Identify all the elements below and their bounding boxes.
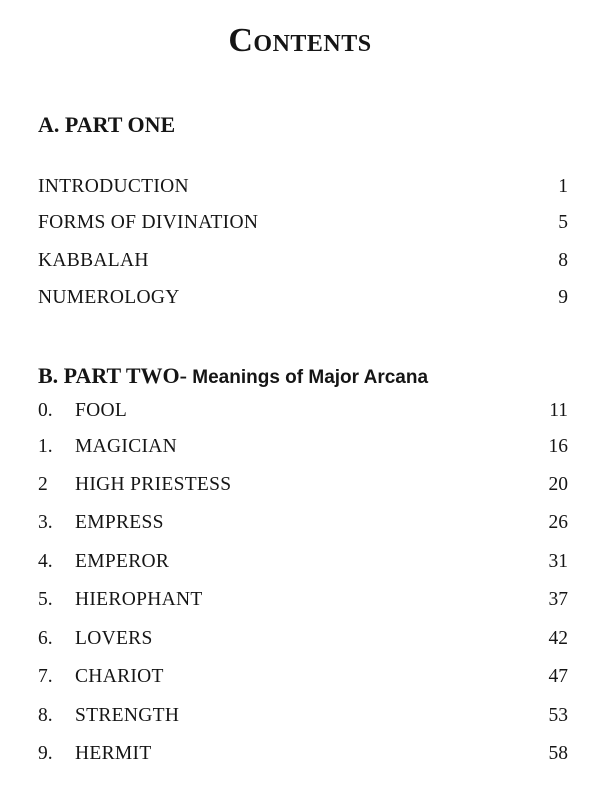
toc-entry-label: FOOL (75, 400, 128, 421)
toc-entry-label: LOVERS (75, 628, 153, 649)
toc-entry-number: 9. (38, 743, 53, 764)
toc-entry-label: EMPRESS (75, 512, 164, 533)
toc-entry-page: 16 (548, 436, 568, 457)
toc-entry-label: INTRODUCTION (38, 176, 189, 197)
toc-entry[interactable] (38, 436, 568, 462)
toc-entry-label: MAGICIAN (75, 436, 178, 457)
toc-entry[interactable] (38, 628, 568, 654)
toc-entry-label: HIGH PRIESTESS (75, 474, 232, 495)
toc-entry-label: EMPEROR (75, 551, 170, 572)
toc-entry[interactable] (38, 666, 568, 692)
toc-entry[interactable] (38, 250, 568, 276)
toc-entry-page: 1 (558, 176, 568, 197)
toc-entry-label: STRENGTH (75, 705, 180, 726)
toc-entry-number: 0. (38, 400, 53, 421)
toc-entry-page: 5 (558, 212, 568, 233)
toc-entry-page: 53 (548, 705, 568, 726)
toc-entry[interactable] (38, 212, 568, 238)
part-one-heading: A. PART ONE (38, 112, 176, 137)
toc-entry-page: 11 (549, 400, 568, 421)
toc-entry-number: 8. (38, 705, 53, 726)
toc-entry-number: 5. (38, 589, 53, 610)
toc-entry-page: 26 (548, 512, 568, 533)
toc-entry-page: 20 (548, 474, 568, 495)
toc-entry-label: KABBALAH (38, 250, 149, 271)
toc-entry[interactable] (38, 743, 568, 769)
toc-entry-label: HERMIT (75, 743, 152, 764)
toc-entry[interactable] (38, 705, 568, 731)
toc-entry-number: 2 (38, 474, 48, 495)
toc-entry[interactable] (38, 176, 568, 202)
toc-entry-label: NUMEROLOGY (38, 287, 180, 308)
toc-entry[interactable] (38, 287, 568, 313)
toc-entry[interactable] (38, 589, 568, 615)
toc-entry-number: 3. (38, 512, 53, 533)
page-title: Contents (228, 22, 372, 59)
part-two-heading-title: B. PART TWO- (38, 363, 187, 388)
toc-entry[interactable] (38, 400, 568, 426)
toc-entry-page: 58 (548, 743, 568, 764)
toc-entry-label: HIEROPHANT (75, 589, 203, 610)
toc-entry[interactable] (38, 551, 568, 577)
toc-entry-page: 31 (548, 551, 568, 572)
toc-entry-number: 1. (38, 436, 53, 457)
toc-entry-page: 47 (548, 666, 568, 687)
toc-entry-page: 9 (558, 287, 568, 308)
toc-entry-number: 7. (38, 666, 53, 687)
part-two-heading-subtitle: Meanings of Major Arcana (186, 367, 429, 388)
toc-entry-page: 8 (558, 250, 568, 271)
toc-entry[interactable] (38, 512, 568, 538)
toc-entry-page: 37 (548, 589, 568, 610)
toc-entry-label: CHARIOT (75, 666, 164, 687)
toc-entry[interactable] (38, 474, 568, 500)
toc-entry-label: FORMS OF DIVINATION (38, 212, 259, 233)
toc-entry-number: 4. (38, 551, 53, 572)
part-two-heading (38, 363, 428, 389)
toc-entry-page: 42 (548, 628, 568, 649)
toc-entry-number: 6. (38, 628, 53, 649)
